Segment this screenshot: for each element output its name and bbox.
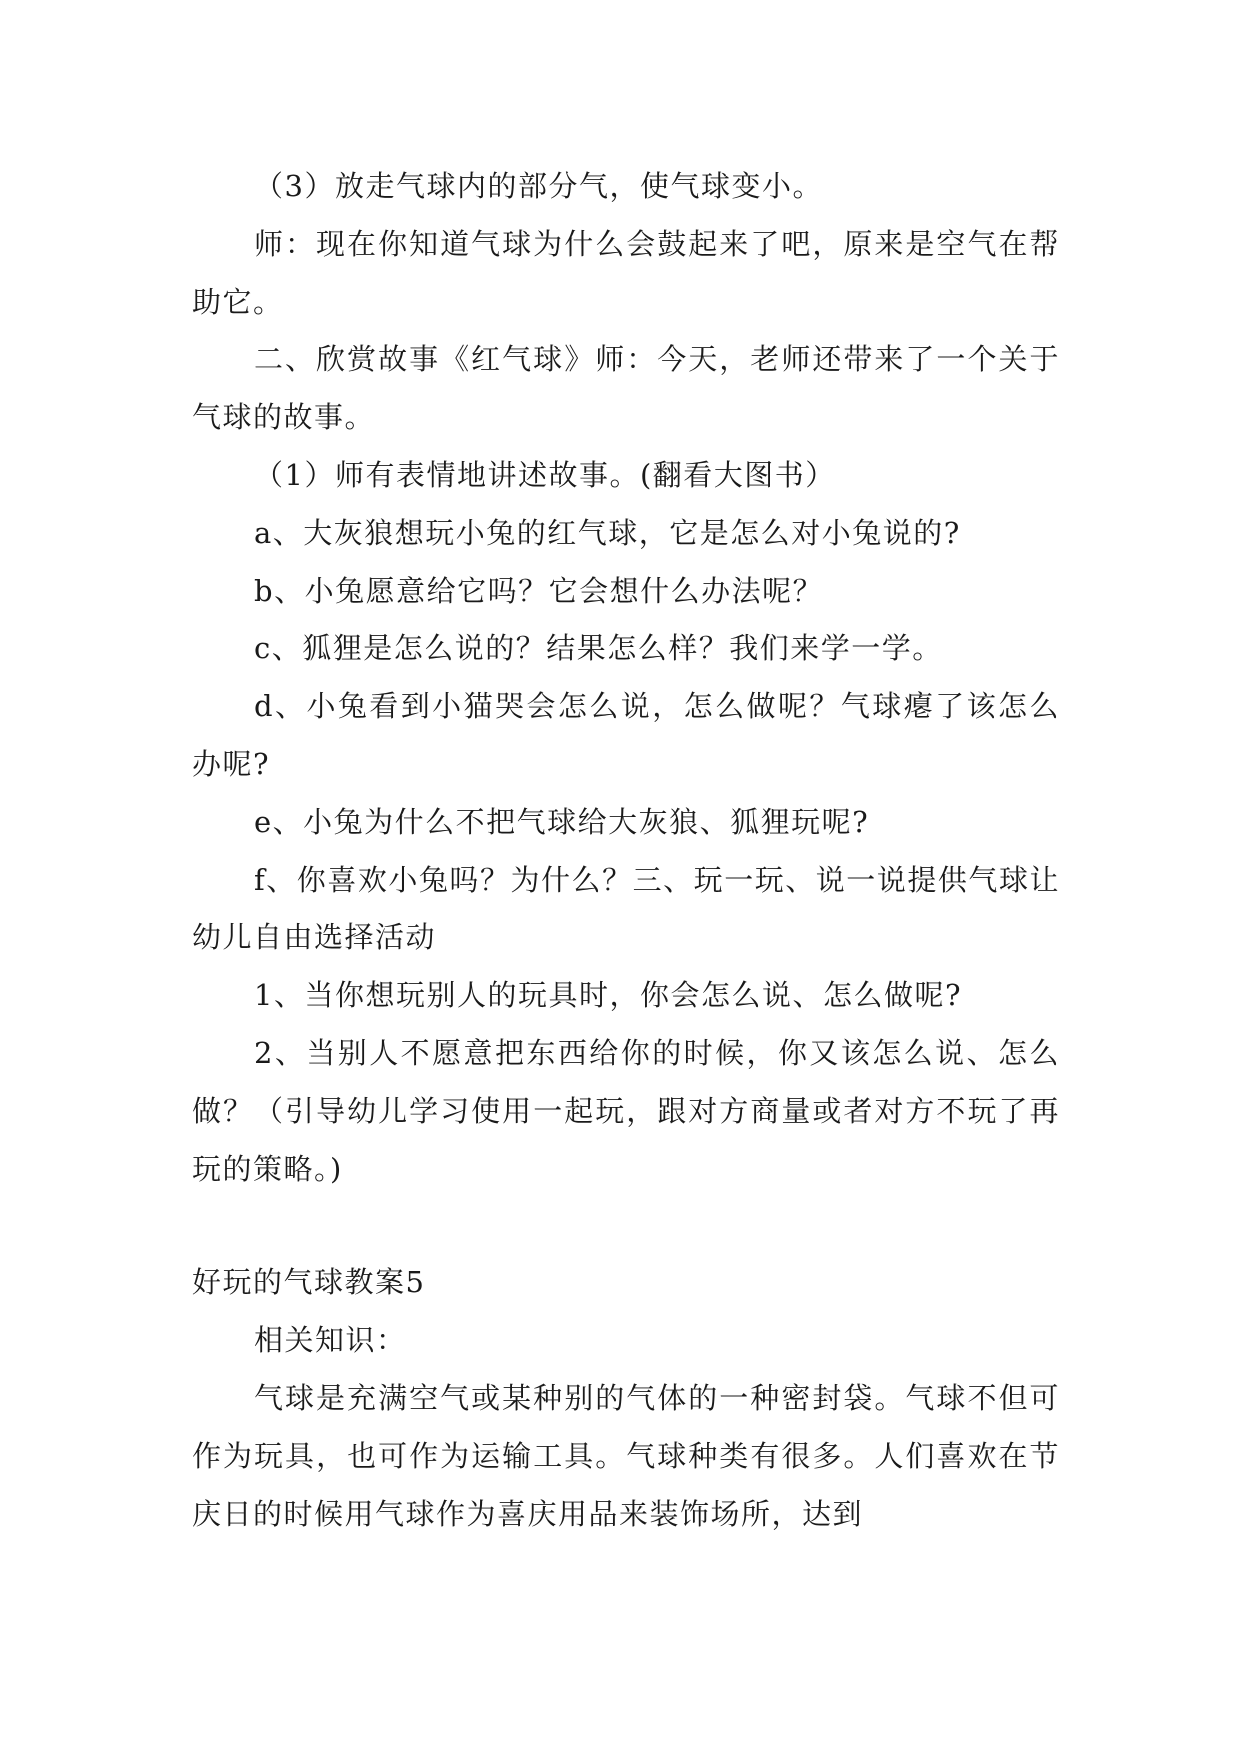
paragraph: 二、欣赏故事《红气球》师：今天，老师还带来了一个关于气球的故事。 [192, 342, 1060, 435]
paragraph: 师：现在你知道气球为什么会鼓起来了吧，原来是空气在帮助它。 [192, 226, 1060, 319]
paragraph: （1）师有表情地讲述故事。(翻看大图书） [254, 457, 836, 492]
paragraph: d、小兔看到小猫哭会怎么说，怎么做呢？气球瘪了该怎么办呢? [192, 689, 1060, 781]
paragraph: 相关知识： [254, 1323, 407, 1358]
paragraph: 气球是充满空气或某种别的气体的一种密封袋。气球不但可作为玩具，也可作为运输工具。气球种类有很多。人们喜欢在节庆日的时候用气球作为喜庆用品来装饰场所，达到 [192, 1380, 1060, 1531]
paragraph: b、小兔愿意给它吗？它会想什么办法呢？ [254, 573, 824, 608]
paragraph: c、狐狸是怎么说的？结果怎么样？我们来学一学。 [254, 631, 943, 666]
paragraph: 1、当你想玩别人的玩具时，你会怎么说、怎么做呢? [254, 978, 962, 1013]
paragraph: e、小兔为什么不把气球给大灰狼、狐狸玩呢? [254, 804, 870, 839]
paragraph: （3）放走气球内的部分气，使气球变小。 [254, 169, 823, 203]
section-heading: 好玩的气球教案5 [192, 1265, 426, 1300]
paragraph: 2、当别人不愿意把东西给你的时候，你又该怎么说、怎么做？（引导幼儿学习使用一起玩，跟对方商量或者对方不玩了再玩的策略。) [192, 1035, 1060, 1186]
paragraph: a、大灰狼想玩小兔的红气球，它是怎么对小兔说的? [254, 515, 961, 550]
paragraph: f、你喜欢小兔吗？为什么？三、玩一玩、说一说提供气球让幼儿自由选择活动 [192, 862, 1060, 955]
document-body [192, 158, 1060, 1543]
